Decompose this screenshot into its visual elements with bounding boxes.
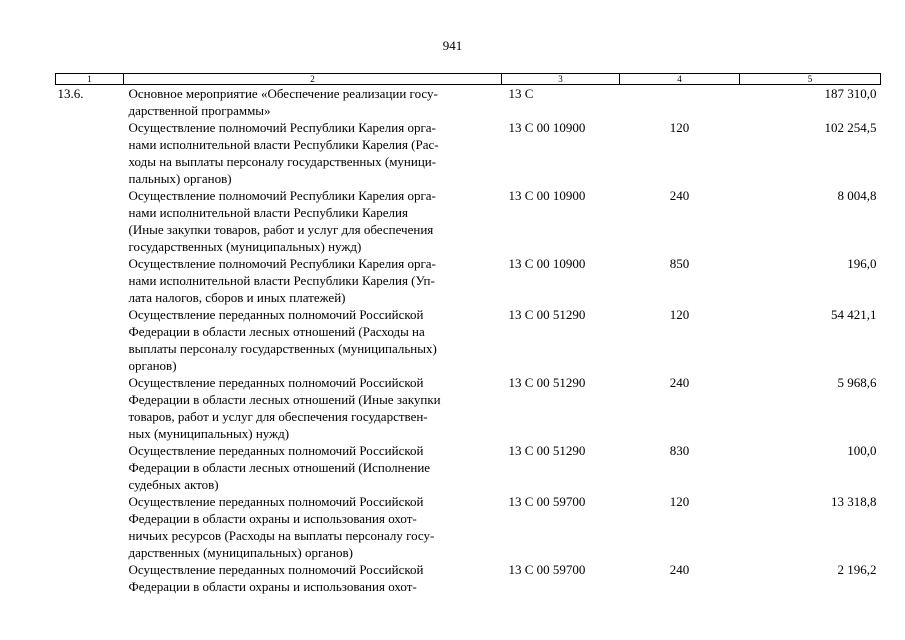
column-number-2: 2 xyxy=(124,74,502,85)
table-row xyxy=(56,306,881,374)
target-code-cell: 13 С 00 10900 xyxy=(508,188,586,203)
section-number-cell xyxy=(56,119,124,187)
item-name-cell: Осуществление переданных полномочий Российской Федерации в области охраны и использования охот- ничьих ресурсов (Расходы на выплаты персоналу госу- дарственных (муниципальных) органов) xyxy=(128,494,435,560)
section-number-cell xyxy=(56,374,124,442)
amount-cell: 196,0 xyxy=(847,256,877,271)
column-number-3: 3 xyxy=(502,74,620,85)
table-row xyxy=(56,561,881,595)
expense-type-cell: 120 xyxy=(669,120,690,135)
expense-type-cell: 850 xyxy=(669,256,690,271)
table-row xyxy=(56,255,881,306)
item-name-cell: Осуществление переданных полномочий Российской Федерации в области лесных отношений (Исполнение судебных актов) xyxy=(128,443,431,492)
table-row xyxy=(56,493,881,561)
amount-cell: 8 004,8 xyxy=(837,188,877,203)
item-name-cell: Осуществление полномочий Республики Карелия орга- нами исполнительной власти Республики Карелия (Уп- лата налогов, сборов и иных платежей) xyxy=(128,256,436,305)
item-name-cell: Осуществление переданных полномочий Российской Федерации в области охраны и использования охот- xyxy=(128,562,424,594)
expense-type-cell: 120 xyxy=(669,494,690,509)
column-number-5: 5 xyxy=(740,74,881,85)
amount-cell: 5 968,6 xyxy=(837,375,877,390)
column-number-1: 1 xyxy=(56,74,124,85)
item-name-cell: Осуществление полномочий Республики Карелия орга- нами исполнительной власти Республики Карелия (Иные закупки товаров, работ и услуг для обеспечения государственных (муниципальных) нужд) xyxy=(128,188,436,254)
amount-cell: 102 254,5 xyxy=(824,120,877,135)
target-code-cell: 13 С 00 51290 xyxy=(508,375,586,390)
target-code-cell: 13 С 00 59700 xyxy=(508,562,586,577)
amount-cell: 2 196,2 xyxy=(837,562,877,577)
expense-type-cell: 240 xyxy=(669,562,690,577)
target-code-cell: 13 С 00 51290 xyxy=(508,443,586,458)
section-number-cell xyxy=(56,255,124,306)
section-number-cell xyxy=(56,493,124,561)
table-body xyxy=(56,85,881,596)
amount-cell: 13 318,8 xyxy=(831,494,877,509)
section-number-cell xyxy=(56,442,124,493)
target-code-cell: 13 С xyxy=(508,86,534,101)
section-number-cell xyxy=(56,306,124,374)
expense-type-cell: 120 xyxy=(669,307,690,322)
expense-type-cell xyxy=(620,85,740,120)
column-number-row xyxy=(56,74,881,85)
item-name-cell: Осуществление полномочий Республики Карелия орга- нами исполнительной власти Республики Карелия (Рас- ходы на выплаты персоналу государственных (муници- пальных) органов) xyxy=(128,120,439,186)
table-row xyxy=(56,85,881,120)
item-name-cell: Осуществление переданных полномочий Российской Федерации в области лесных отношений (Расходы на выплаты персоналу государственных (муниципальных) органов) xyxy=(128,307,437,373)
target-code-cell: 13 С 00 51290 xyxy=(508,307,586,322)
table-row xyxy=(56,374,881,442)
expense-type-cell: 830 xyxy=(669,443,690,458)
section-number-cell xyxy=(56,187,124,255)
item-name-cell: Осуществление переданных полномочий Российской Федерации в области лесных отношений (Иные закупки товаров, работ и услуг для обеспечения государствен- ных (муниципальных) нужд) xyxy=(128,375,441,441)
section-number-cell: 13.6. xyxy=(57,86,84,101)
amount-cell: 54 421,1 xyxy=(831,307,877,322)
expense-type-cell: 240 xyxy=(669,188,690,203)
target-code-cell: 13 С 00 10900 xyxy=(508,256,586,271)
target-code-cell: 13 С 00 10900 xyxy=(508,120,586,135)
target-code-cell: 13 С 00 59700 xyxy=(508,494,586,509)
item-name-cell: Основное мероприятие «Обеспечение реализации госу- дарственной программы» xyxy=(128,86,438,118)
budget-table xyxy=(55,73,881,595)
section-number-cell xyxy=(56,561,124,595)
page-number: 941 xyxy=(442,38,463,53)
amount-cell: 187 310,0 xyxy=(824,86,877,101)
expense-type-cell: 240 xyxy=(669,375,690,390)
table-row xyxy=(56,442,881,493)
column-number-4: 4 xyxy=(620,74,740,85)
amount-cell: 100,0 xyxy=(847,443,877,458)
table-row xyxy=(56,119,881,187)
table-row xyxy=(56,187,881,255)
